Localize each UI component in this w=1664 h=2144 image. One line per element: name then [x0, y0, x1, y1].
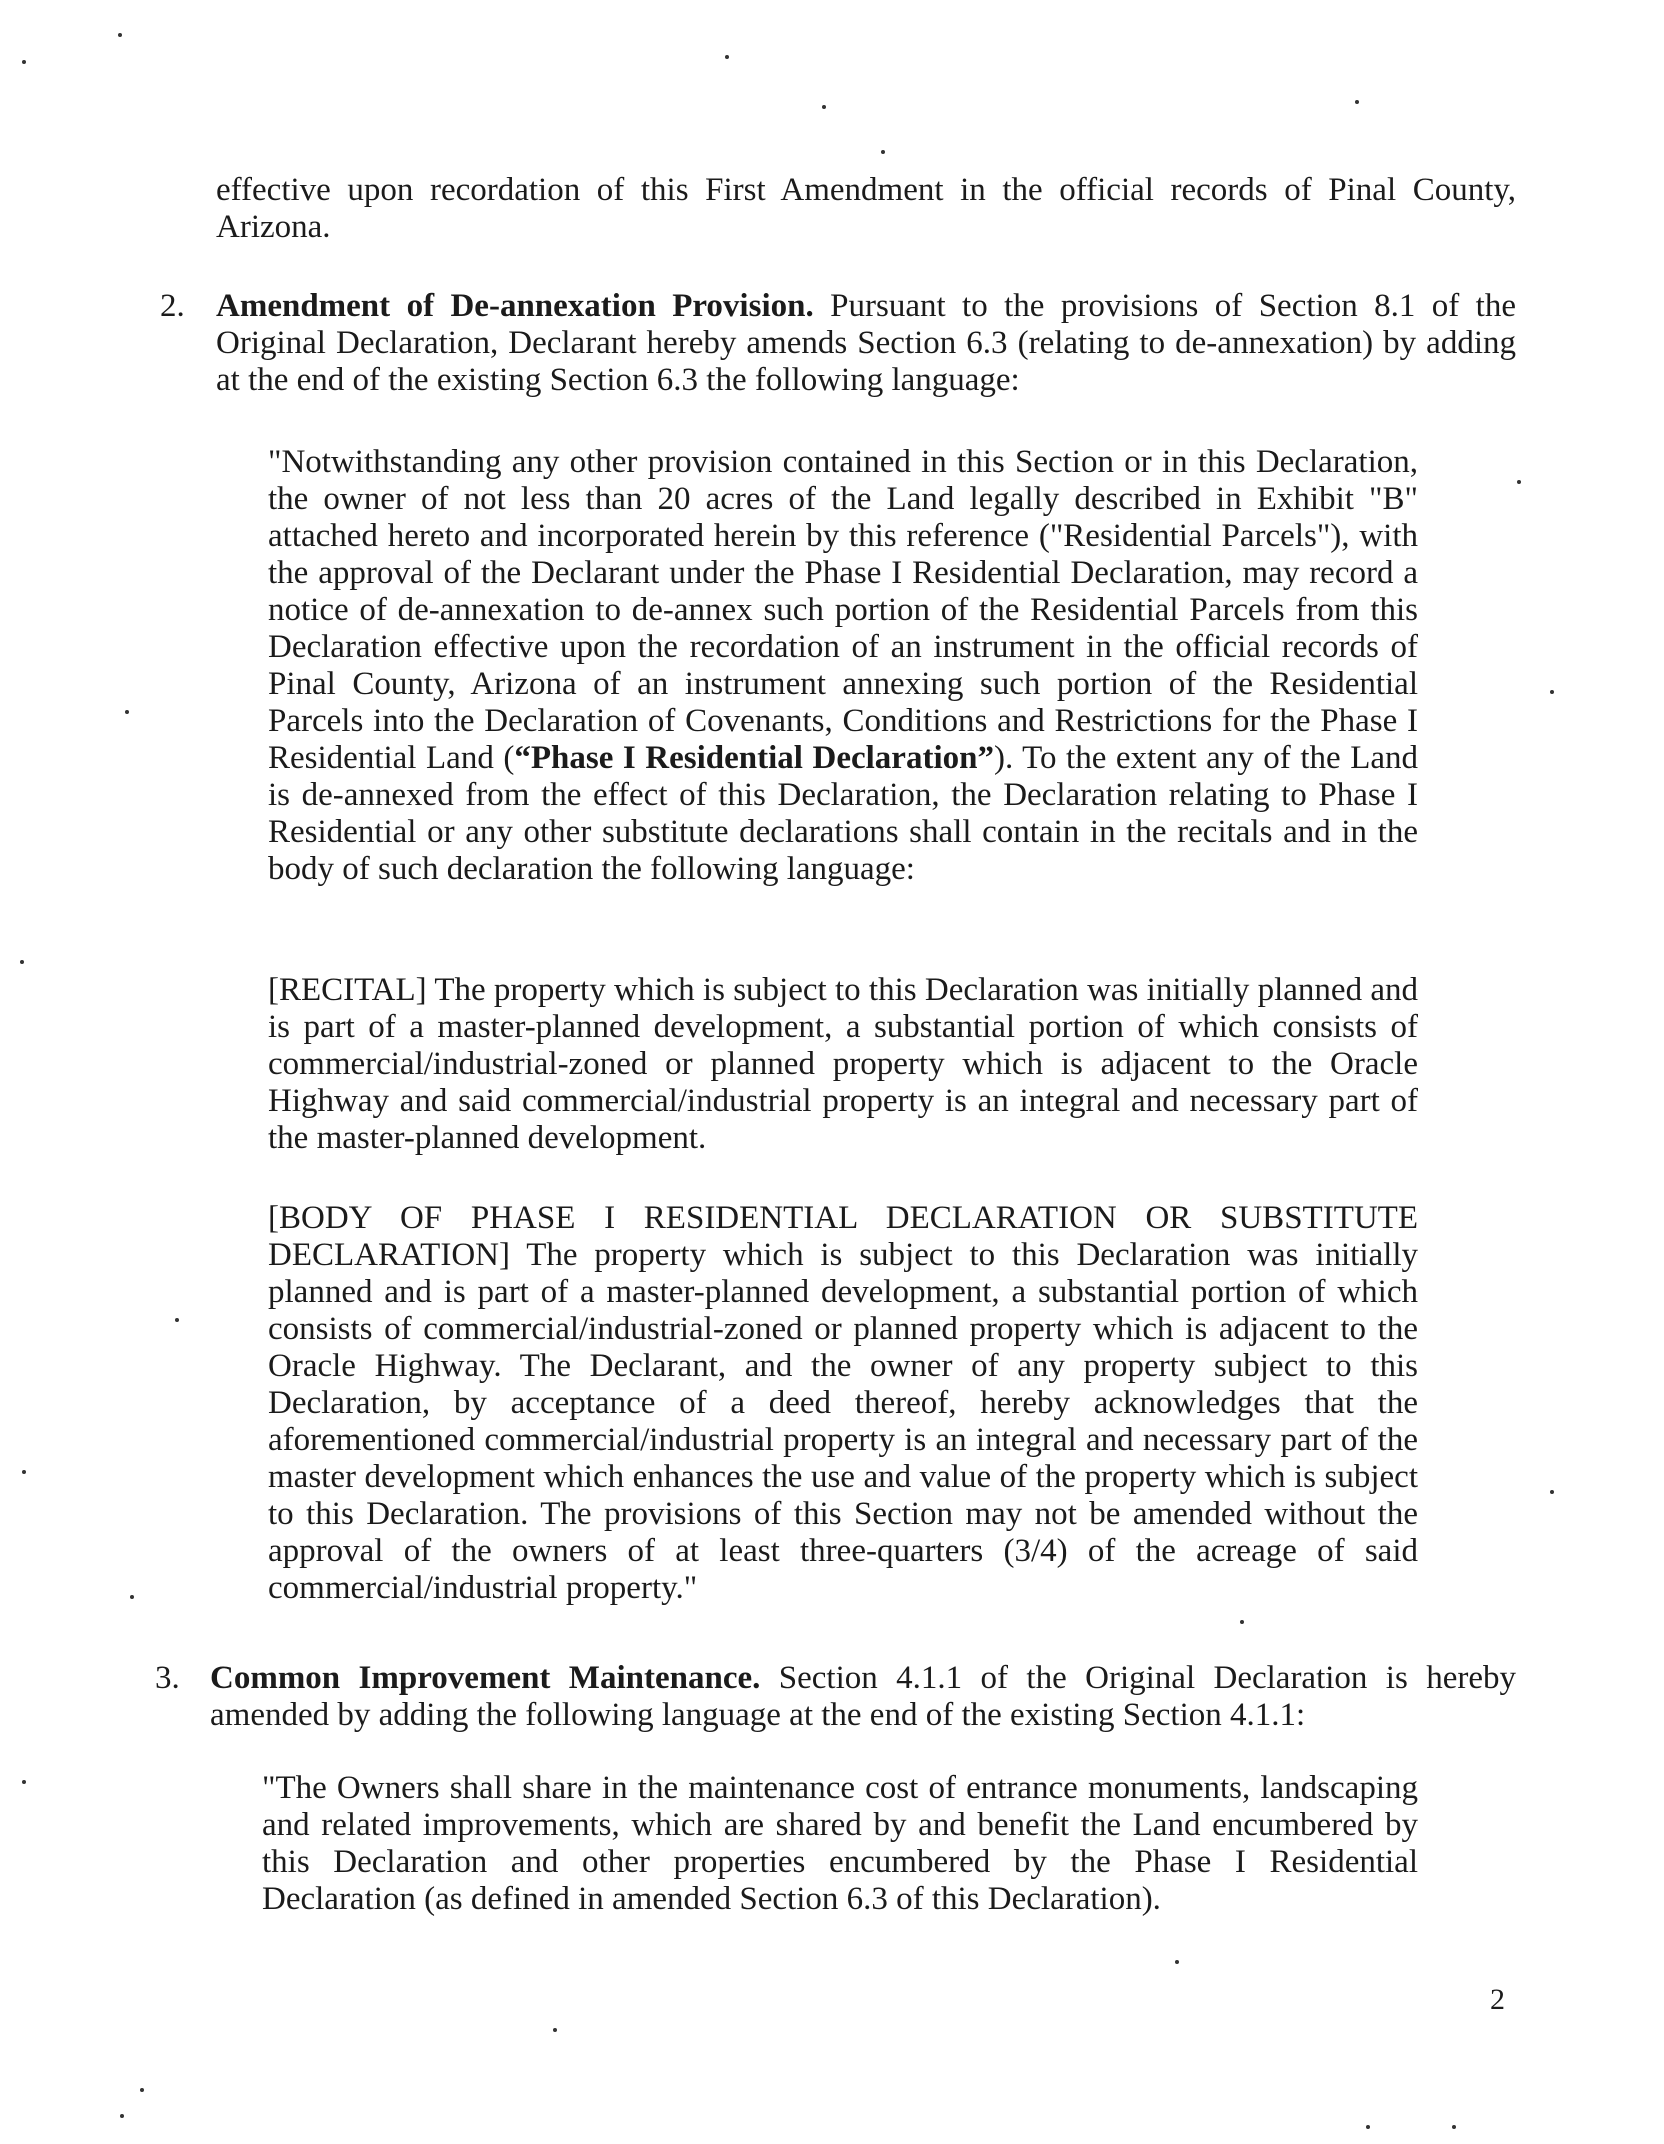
scan-speck — [1240, 1620, 1244, 1624]
recital-text: [RECITAL] The property which is subject to this Declaration was initially planned and is part of a master-planned development, a substantial portion of which consists of commercial/industrial-zoned or planned property which is adjacent to the Oracle Highway and said commercial/industrial property is an integral and necessary part of the master-planned development. — [268, 972, 1418, 1156]
scan-speck — [175, 1318, 179, 1322]
scan-speck — [20, 960, 24, 964]
section-3-number: 3. — [155, 1660, 180, 1696]
intro-text: effective upon recordation of this First Amendment in the official records of Pinal County, Arizona. — [216, 172, 1516, 245]
scan-speck — [1550, 1490, 1554, 1494]
recital-paragraph — [268, 972, 1418, 1157]
section-3-paragraph — [210, 1660, 1516, 1734]
scan-speck — [130, 1595, 134, 1599]
section-3-body: Section 4.1.1 of the Original Declaration is hereby amended by adding the following language at the end of the existing Section 4.1.1: — [210, 1660, 1516, 1733]
phase-i-residential-declaration-term: “Phase I Residential Declaration” — [514, 740, 994, 776]
section-2-body: Pursuant to the provisions of Section 8.1 of the Original Declaration, Declarant hereby amends Section 6.3 (relating to de-annexation) by adding at the end of the existing Section 6.3 the following language: — [216, 288, 1516, 398]
section-2-heading: Amendment of De-annexation Provision. — [216, 288, 814, 324]
section-2-paragraph — [216, 288, 1516, 399]
scan-speck — [120, 2114, 124, 2118]
scan-speck — [822, 105, 826, 109]
maintenance-quote — [262, 1770, 1418, 1918]
scan-speck — [1452, 2125, 1456, 2129]
section-3-heading: Common Improvement Maintenance. — [210, 1660, 761, 1696]
scan-speck — [118, 33, 122, 37]
scan-speck — [1175, 1960, 1179, 1964]
scan-speck — [725, 55, 729, 59]
body-declaration-paragraph — [268, 1200, 1418, 1607]
scan-speck — [1366, 2125, 1370, 2129]
deannexation-quote-part1: "Notwithstanding any other provision contained in this Section or in this Declaration, the owner of not less than 20 acres of the Land legally described in Exhibit "B" attached hereto and incorporated herein by this reference ("Residential Parcels"), with the approval of the Declarant under the Phase I Residential Declaration, may record a notice of de-annexation to de-annex such portion of the Residential Parcels from this Declaration effective upon the recordation of an instrument in the official records of Pinal County, Arizona of an instrument annexing such portion of the Residential Parcels into the Declaration of Covenants, Conditions and Restrictions for the Phase I Residential Land ( — [268, 444, 1418, 776]
scan-speck — [1550, 690, 1554, 694]
deannexation-quote-part2: ). To the extent any of the Land is de-annexed from the effect of this Declaration, the Declaration relating to Phase I Residential or any other substitute declarations shall contain in the recitals and in the body of such declaration the following language: — [268, 740, 1418, 887]
scan-speck — [22, 1780, 26, 1784]
deannexation-quote — [268, 444, 1418, 888]
intro-paragraph — [216, 172, 1516, 246]
scan-speck — [140, 2088, 144, 2092]
scan-speck — [22, 1470, 26, 1474]
section-2-number: 2. — [160, 288, 185, 324]
scan-speck — [881, 150, 885, 154]
scan-speck — [22, 60, 26, 64]
scan-speck — [553, 2028, 557, 2032]
scan-speck — [1355, 100, 1359, 104]
maintenance-quote-text: "The Owners shall share in the maintenance cost of entrance monuments, landscaping and related improvements, which are shared by and benefit the Land encumbered by this Declaration and other properties encumbered by the Phase I Residential Declaration (as defined in amended Section 6.3 of this Declaration). — [262, 1770, 1418, 1917]
page-number: 2 — [1490, 1983, 1505, 2016]
scan-speck — [1517, 480, 1521, 484]
scan-speck — [125, 710, 129, 714]
body-declaration-text: [BODY OF PHASE I RESIDENTIAL DECLARATION OR SUBSTITUTE DECLARATION] The property which is subject to this Declaration was initially planned and is part of a master-planned development, a substantial portion of which consists of commercial/industrial-zoned or planned property which is adjacent to the Oracle Highway. The Declarant, and the owner of any property subject to this Declaration, by acceptance of a deed thereof, hereby acknowledges that the aforementioned commercial/industrial property is an integral and necessary part of the master development which enhances the use and value of the property which is subject to this Declaration. The provisions of this Section may not be amended without the approval of the owners of at least three-quarters (3/4) of the acreage of said commercial/industrial property." — [268, 1200, 1418, 1606]
